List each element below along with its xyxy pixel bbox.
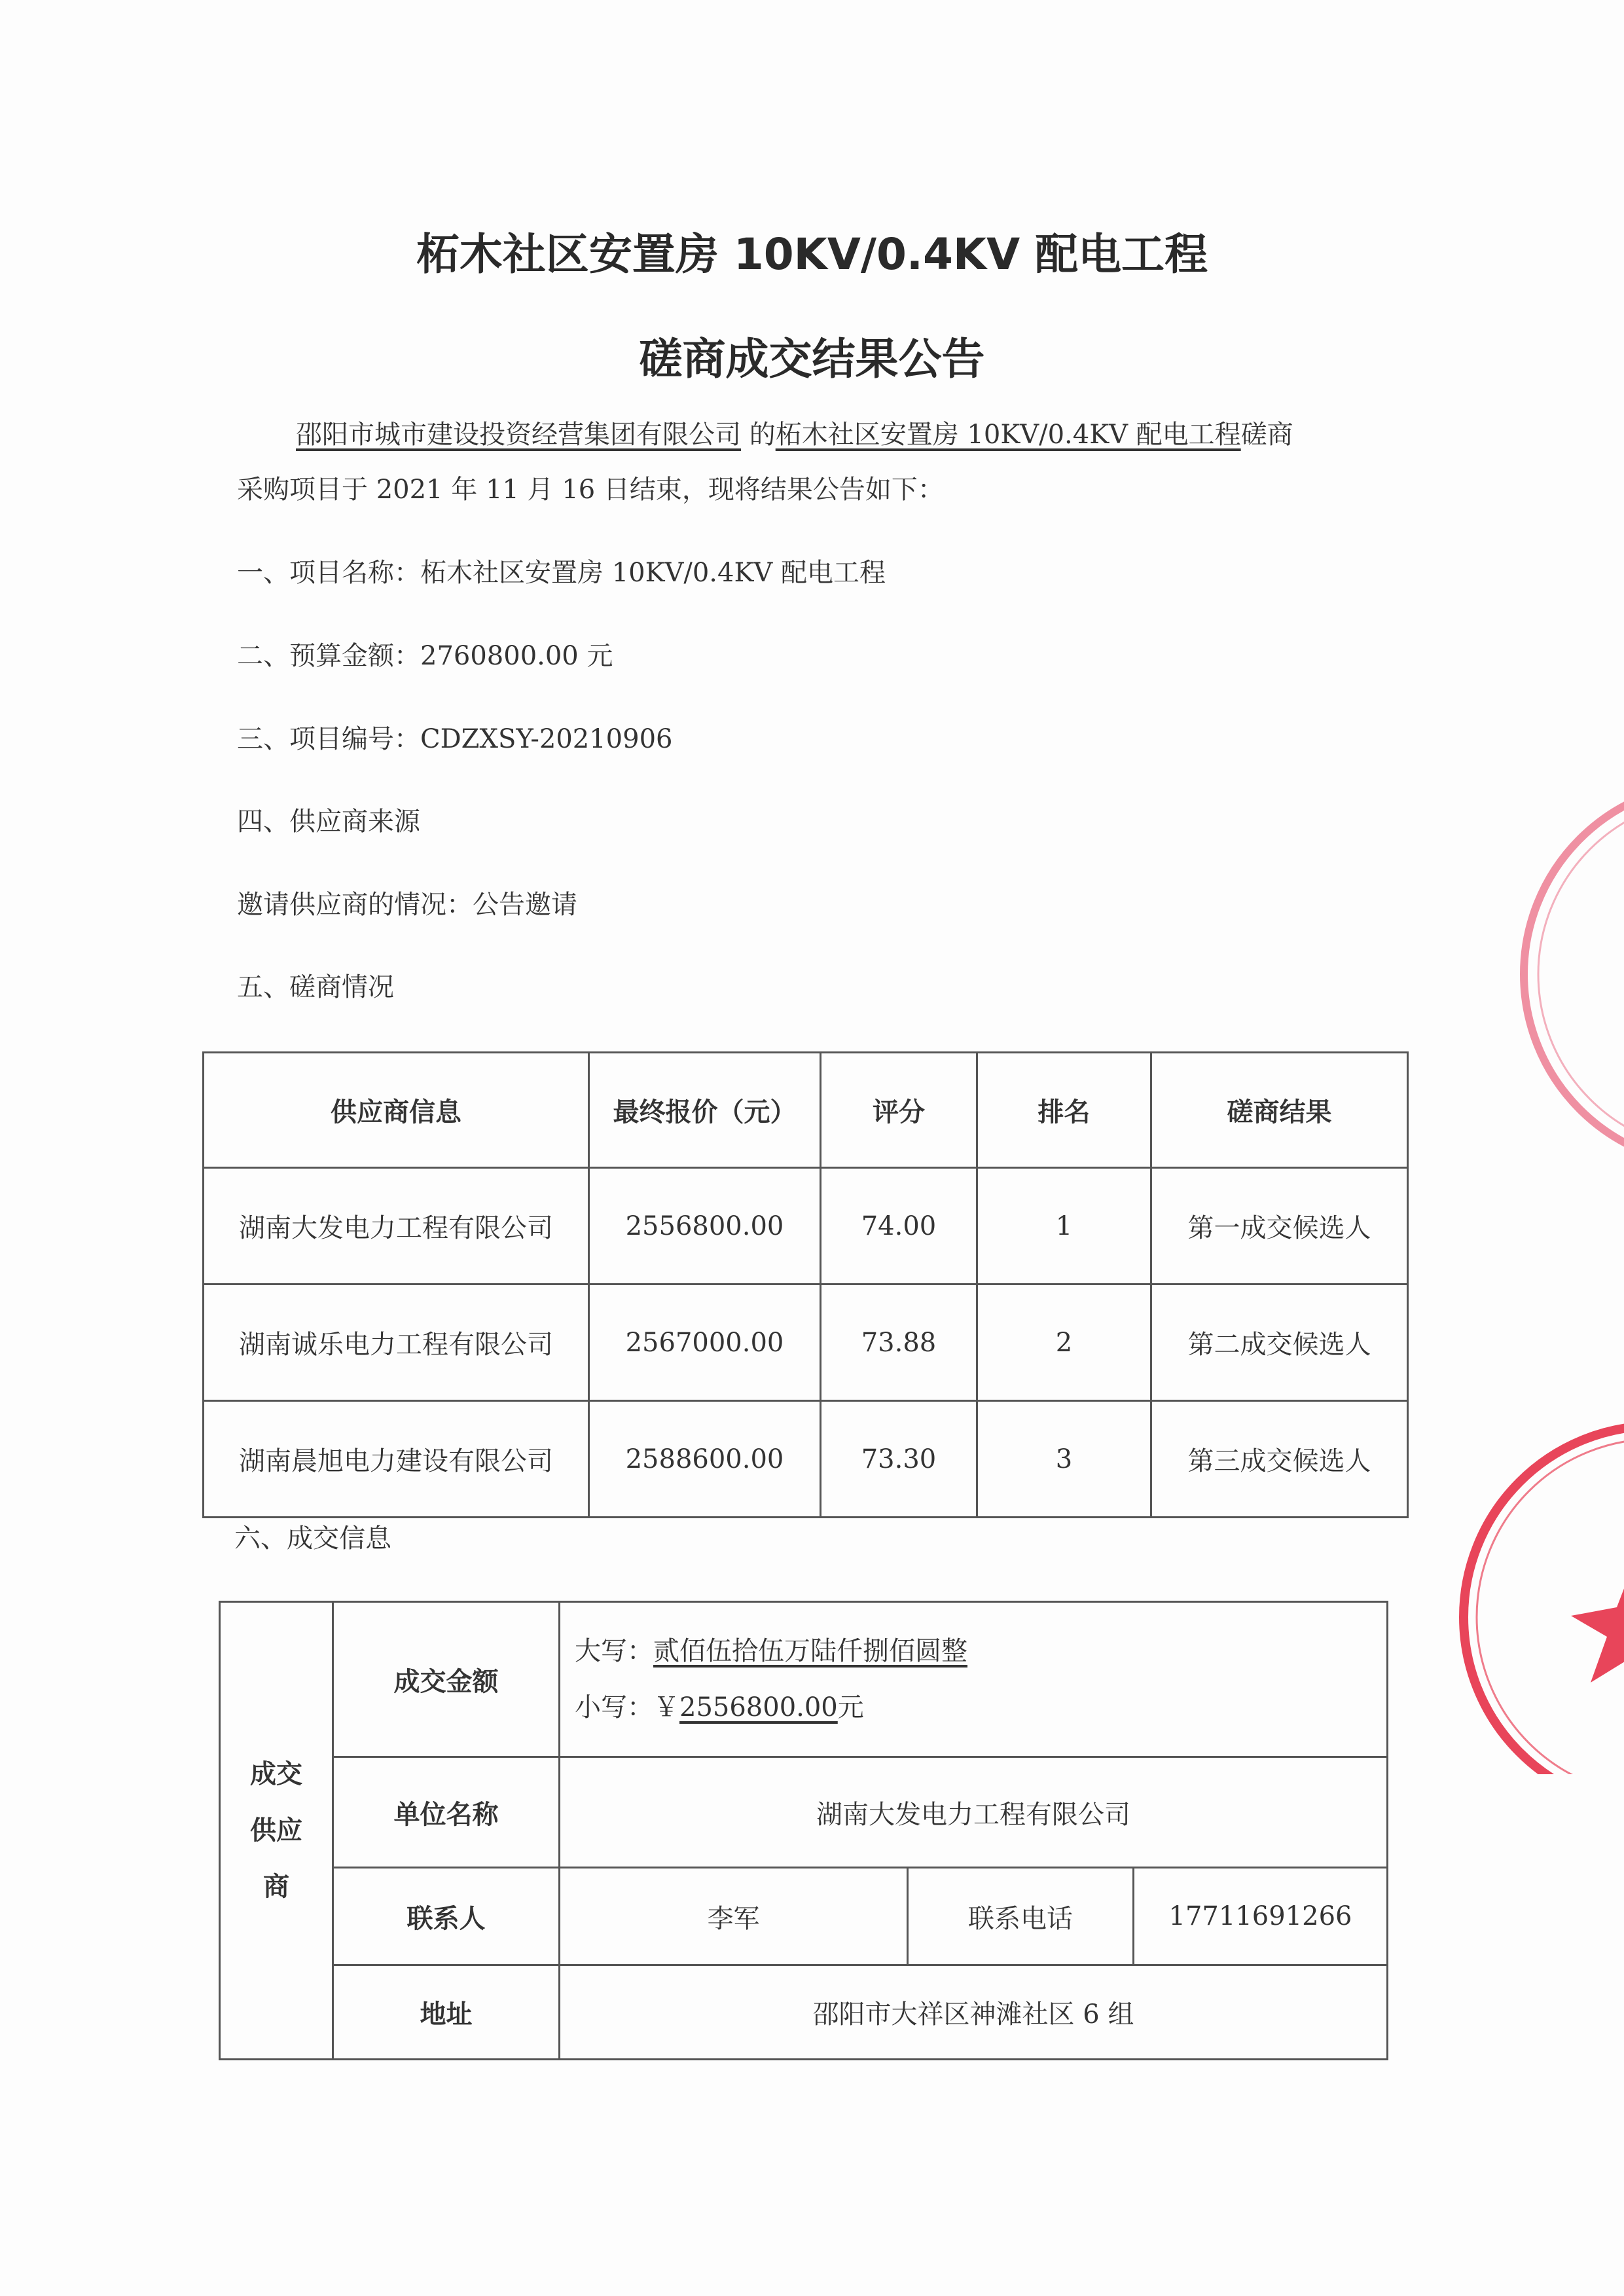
purchaser-name: 邵阳市城市建设投资经营集团有限公司 [296, 420, 741, 450]
supplier-name: 湖南诚乐电力工程有限公司 [204, 1285, 589, 1401]
supplier-name: 湖南晨旭电力建设有限公司 [204, 1401, 589, 1518]
item-supplier-source: 四、供应商来源 [237, 807, 420, 837]
lower-prefix: 小写：￥ [575, 1692, 679, 1722]
amount-in-figures: 2556800.00 [679, 1692, 838, 1722]
score: 73.88 [821, 1285, 977, 1401]
header-result: 磋商结果 [1151, 1053, 1408, 1168]
score: 73.30 [821, 1401, 977, 1518]
deal-supplier-label [220, 1602, 333, 2060]
unit-value: 湖南大发电力工程有限公司 [560, 1757, 1388, 1868]
amount-label: 成交金额 [333, 1602, 560, 1757]
item-negotiation: 五、磋商情况 [237, 972, 394, 1002]
header-supplier: 供应商信息 [204, 1053, 589, 1168]
table-row [204, 1168, 1408, 1285]
section-deal-info: 六、成交信息 [234, 1523, 391, 1554]
result: 第三成交候选人 [1151, 1401, 1408, 1518]
project-name: 柘木社区安置房 10KV/0.4KV 配电工程 [775, 420, 1241, 450]
rank: 3 [977, 1401, 1151, 1518]
address-value: 邵阳市大祥区神滩社区 6 组 [560, 1965, 1388, 2060]
company-seal-1 [1506, 779, 1624, 1172]
table-row [204, 1401, 1408, 1518]
item-project-name: 一、项目名称：柘木社区安置房 10KV/0.4KV 配电工程 [237, 558, 886, 588]
title-line-2: 磋商成交结果公告 [639, 334, 985, 384]
unit-label: 单位名称 [333, 1757, 560, 1868]
supplier-name: 湖南大发电力工程有限公司 [204, 1168, 589, 1285]
intro-of: 的 [741, 420, 776, 450]
price: 2567000.00 [589, 1285, 821, 1401]
amount-value [560, 1602, 1388, 1757]
label-part: 商 [263, 1872, 289, 1902]
item-project-number: 三、项目编号：CDZXSY-20210906 [237, 724, 673, 754]
phone-label: 联系电话 [908, 1868, 1134, 1965]
intro-suffix: 磋商 [1240, 420, 1293, 450]
seal-star-icon [1571, 1565, 1624, 1683]
deal-table [219, 1601, 1388, 2060]
price: 2588600.00 [589, 1401, 821, 1518]
header-rank: 排名 [977, 1053, 1151, 1168]
table-header-row [204, 1053, 1408, 1168]
intro-line-2: 采购项目于 2021 年 11 月 16 日结束，现将结果公告如下： [237, 475, 944, 505]
phone-value: 17711691266 [1134, 1868, 1388, 1965]
amount-in-words: 贰佰伍拾伍万陆仟捌佰圆整 [653, 1636, 967, 1666]
intro-line-1 [296, 414, 1293, 451]
item-budget: 二、预算金额：2760800.00 元 [237, 641, 613, 671]
upper-prefix: 大写： [575, 1636, 653, 1666]
result: 第二成交候选人 [1151, 1285, 1408, 1401]
lower-suffix: 元 [837, 1692, 864, 1722]
score: 74.00 [821, 1168, 977, 1285]
price: 2556800.00 [589, 1168, 821, 1285]
title-line-1: 柘木社区安置房 10KV/0.4KV 配电工程 [416, 229, 1208, 280]
item-invitation: 邀请供应商的情况：公告邀请 [237, 890, 577, 920]
label-part: 成交 [250, 1759, 302, 1789]
result: 第一成交候选人 [1151, 1168, 1408, 1285]
header-price: 最终报价（元） [589, 1053, 821, 1168]
rank: 1 [977, 1168, 1151, 1285]
address-label: 地址 [333, 1965, 560, 2060]
table-row [204, 1285, 1408, 1401]
bid-table [202, 1051, 1409, 1518]
header-score: 评分 [821, 1053, 977, 1168]
contact-value: 李军 [560, 1868, 908, 1965]
rank: 2 [977, 1285, 1151, 1401]
company-seal-2 [1453, 1421, 1624, 1774]
contact-label: 联系人 [333, 1868, 560, 1965]
label-part: 供应 [250, 1815, 302, 1846]
